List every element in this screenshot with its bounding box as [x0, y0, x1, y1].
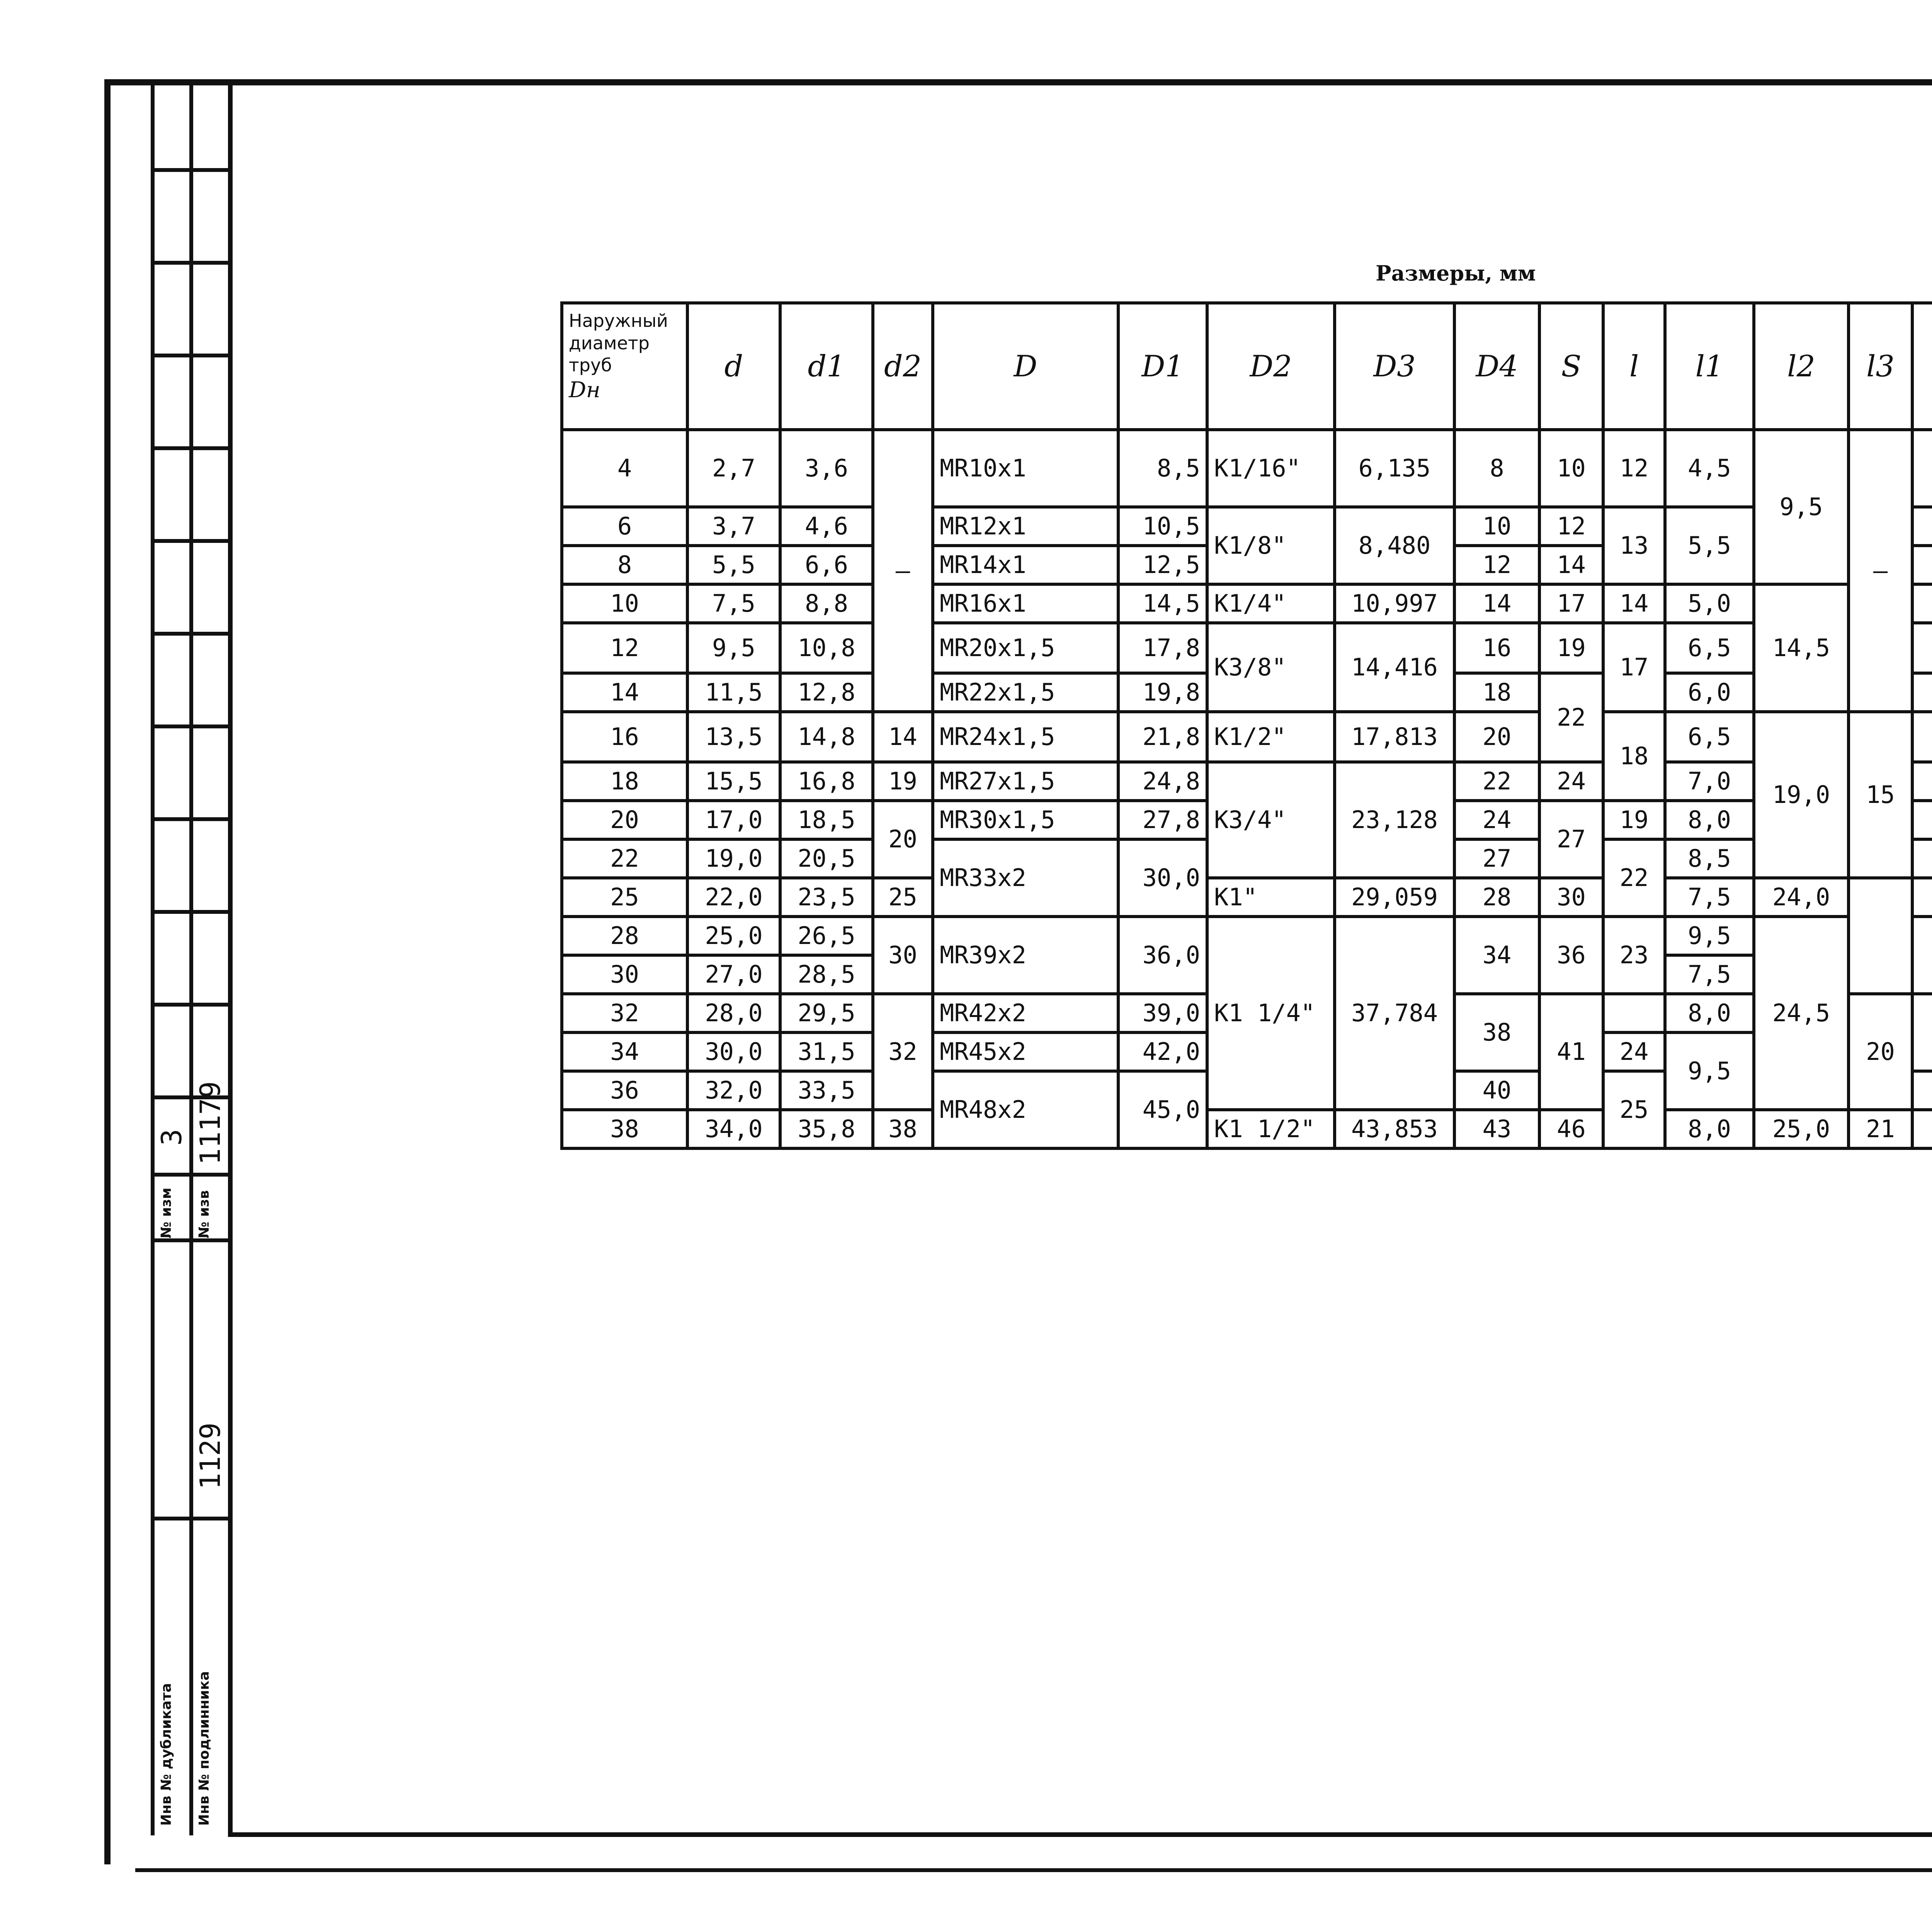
- page-bottom-rule: [135, 1868, 1932, 1872]
- notice-number: 11179: [194, 1081, 226, 1165]
- strip-divider: [151, 354, 232, 357]
- cell-L: [1912, 430, 1932, 507]
- cell-D: MR30x1,5: [933, 801, 1118, 839]
- cell-dn: 30: [562, 955, 687, 994]
- original-inventory-number: 1129: [194, 1422, 226, 1490]
- cell-dn: 34: [562, 1032, 687, 1071]
- cell-S: 22: [1539, 673, 1603, 762]
- cell-D4: 43: [1454, 1110, 1539, 1148]
- cell-dn: 36: [562, 1071, 687, 1110]
- cell-D4: 27: [1454, 839, 1539, 878]
- cell-l1: 7,5: [1665, 955, 1754, 994]
- cell-L: [1912, 1110, 1932, 1148]
- cell-d: 22,0: [687, 878, 780, 917]
- cell-l1: 6,5: [1665, 623, 1754, 673]
- cell-L: [1912, 546, 1932, 584]
- strip-divider: [151, 724, 232, 728]
- table-row: [562, 917, 1932, 955]
- frame-bottom-border: [228, 1832, 1932, 1837]
- revision-label: № изм: [158, 1187, 174, 1238]
- cell-L: [1912, 917, 1932, 994]
- cell-D1: 42,0: [1118, 1032, 1207, 1071]
- col-header-D: D: [933, 303, 1118, 430]
- cell-d: 19,0: [687, 839, 780, 878]
- cell-l3: –: [1849, 430, 1912, 712]
- cell-D3: 43,853: [1335, 1110, 1454, 1148]
- cell-D4: 22: [1454, 762, 1539, 801]
- cell-d1: 3,6: [780, 430, 873, 507]
- cell-dn: 25: [562, 878, 687, 917]
- cell-D4: 14: [1454, 584, 1539, 623]
- col-header-S: S: [1539, 303, 1603, 430]
- cell-l: 24: [1603, 1032, 1665, 1071]
- cell-l3: 20: [1849, 994, 1912, 1110]
- frame-left-border: [104, 79, 111, 1864]
- strip-divider: [151, 446, 232, 450]
- cell-L: [1912, 712, 1932, 762]
- cell-l2: 24,0: [1754, 878, 1849, 917]
- dimensions-table: [560, 301, 1932, 1150]
- cell-l2: 24,5: [1754, 917, 1849, 1110]
- cell-d1: 20,5: [780, 839, 873, 878]
- cell-d1: 18,5: [780, 801, 873, 839]
- units-caption: Размеры, мм: [1376, 261, 1536, 286]
- cell-dn: 6: [562, 507, 687, 546]
- cell-D4: 20: [1454, 712, 1539, 762]
- cell-d2: 19: [873, 762, 933, 801]
- strip-divider: [151, 1517, 232, 1520]
- cell-l1: 7,0: [1665, 762, 1754, 801]
- notice-label: № изв: [196, 1190, 212, 1238]
- cell-D1: 24,8: [1118, 762, 1207, 801]
- cell-S: 46: [1539, 1110, 1603, 1148]
- cell-D: MR24x1,5: [933, 712, 1118, 762]
- cell-D2: K1/8": [1207, 507, 1335, 584]
- cell-l2: 14,5: [1754, 584, 1849, 712]
- revision-stamp-strip: [151, 79, 232, 1835]
- cell-l1: 9,5: [1665, 917, 1754, 955]
- strip-divider: [151, 1173, 232, 1177]
- cell-l1: 8,0: [1665, 801, 1754, 839]
- cell-l1: 8,0: [1665, 994, 1754, 1032]
- cell-D4: 40: [1454, 1071, 1539, 1110]
- cell-D2: K1 1/2": [1207, 1110, 1335, 1148]
- cell-D1: 10,5: [1118, 507, 1207, 546]
- table-row: [562, 507, 1932, 546]
- cell-dn: 20: [562, 801, 687, 839]
- cell-l1: 8,5: [1665, 839, 1754, 878]
- cell-d1: 35,8: [780, 1110, 873, 1148]
- cell-D1: 30,0: [1118, 839, 1207, 917]
- cell-d: 2,7: [687, 430, 780, 507]
- cell-D: MR33x2: [933, 839, 1118, 917]
- table-row: [562, 1110, 1932, 1148]
- cell-d1: 8,8: [780, 584, 873, 623]
- cell-D3: 17,813: [1335, 712, 1454, 762]
- cell-d1: 14,8: [780, 712, 873, 762]
- cell-D2: K3/4": [1207, 762, 1335, 878]
- col-header-D4: D4: [1454, 303, 1539, 430]
- cell-D: MR39x2: [933, 917, 1118, 994]
- cell-d2: –: [873, 430, 933, 712]
- revision-number: 3: [155, 1129, 188, 1146]
- cell-l2: 19,0: [1754, 712, 1849, 878]
- col-header-l3: l3: [1849, 303, 1912, 430]
- cell-D1: 19,8: [1118, 673, 1207, 712]
- cell-d1: 29,5: [780, 994, 873, 1032]
- strip-divider: [151, 261, 232, 265]
- cell-d: 28,0: [687, 994, 780, 1032]
- cell-D4: 16: [1454, 623, 1539, 673]
- cell-L: [1912, 507, 1932, 546]
- cell-l1: 8,0: [1665, 1110, 1754, 1148]
- cell-dn: 22: [562, 839, 687, 878]
- col-header-l2: l2: [1754, 303, 1849, 430]
- cell-l1: 9,5: [1665, 1032, 1754, 1110]
- cell-D1: 27,8: [1118, 801, 1207, 839]
- cell-S: 14: [1539, 546, 1603, 584]
- cell-d: 27,0: [687, 955, 780, 994]
- cell-D: MR14x1: [933, 546, 1118, 584]
- cell-d2: 38: [873, 1110, 933, 1148]
- cell-d2: 30: [873, 917, 933, 994]
- cell-d: 11,5: [687, 673, 780, 712]
- cell-d1: 10,8: [780, 623, 873, 673]
- cell-l3: 15: [1849, 712, 1912, 878]
- cell-S: 24: [1539, 762, 1603, 801]
- cell-S: 10: [1539, 430, 1603, 507]
- cell-D: MR42x2: [933, 994, 1118, 1032]
- cell-l: 17: [1603, 623, 1665, 712]
- cell-D4: 18: [1454, 673, 1539, 712]
- cell-S: 19: [1539, 623, 1603, 673]
- cell-D3: 8,480: [1335, 507, 1454, 584]
- cell-l2: 9,5: [1754, 430, 1849, 584]
- cell-D1: 45,0: [1118, 1071, 1207, 1148]
- cell-d1: 6,6: [780, 546, 873, 584]
- cell-dn: 28: [562, 917, 687, 955]
- cell-l: 23: [1603, 917, 1665, 994]
- cell-S: 36: [1539, 917, 1603, 994]
- cell-D4: 38: [1454, 994, 1539, 1071]
- cell-dn: 14: [562, 673, 687, 712]
- cell-D3: 10,997: [1335, 584, 1454, 623]
- duplicate-inventory-label: Инв № дубликата: [158, 1683, 174, 1826]
- cell-D1: 8,5: [1118, 430, 1207, 507]
- cell-l1: 5,5: [1665, 507, 1754, 584]
- cell-D2: K1 1/4": [1207, 917, 1335, 1110]
- cell-D2: K1/4": [1207, 584, 1335, 623]
- cell-dn: 12: [562, 623, 687, 673]
- cell-L: [1912, 801, 1932, 839]
- cell-L: [1912, 878, 1932, 917]
- cell-d1: 16,8: [780, 762, 873, 801]
- original-inventory-label: Инв № подлинника: [196, 1671, 212, 1826]
- col-header-symbol: Dн: [569, 377, 600, 403]
- cell-d1: 28,5: [780, 955, 873, 994]
- cell-l: 19: [1603, 801, 1665, 839]
- cell-l2: 25,0: [1754, 1110, 1849, 1148]
- cell-D: MR20x1,5: [933, 623, 1118, 673]
- col-header-L: [1912, 303, 1932, 430]
- cell-D2: K1": [1207, 878, 1335, 917]
- col-header-outer-diameter: [562, 303, 687, 430]
- cell-S: 41: [1539, 994, 1603, 1110]
- cell-D4: 10: [1454, 507, 1539, 546]
- cell-l: 18: [1603, 712, 1665, 801]
- cell-D3: 6,135: [1335, 430, 1454, 507]
- cell-L: [1912, 994, 1932, 1071]
- strip-divider: [151, 910, 232, 914]
- cell-D2: K1/16": [1207, 430, 1335, 507]
- cell-L: [1912, 1071, 1932, 1110]
- frame-top-border: [104, 79, 1932, 85]
- cell-D: MR45x2: [933, 1032, 1118, 1071]
- cell-S: 30: [1539, 878, 1603, 917]
- col-header-text: Наружный диаметр труб: [569, 310, 668, 376]
- cell-D4: 8: [1454, 430, 1539, 507]
- cell-l1: 7,5: [1665, 878, 1754, 917]
- cell-d2: 20: [873, 801, 933, 878]
- cell-D3: 23,128: [1335, 762, 1454, 878]
- strip-rule: [189, 79, 193, 1835]
- cell-D1: 39,0: [1118, 994, 1207, 1032]
- cell-D: MR12x1: [933, 507, 1118, 546]
- table-row: [562, 878, 1932, 917]
- cell-d: 5,5: [687, 546, 780, 584]
- cell-dn: 4: [562, 430, 687, 507]
- cell-d: 30,0: [687, 1032, 780, 1071]
- cell-d2: 32: [873, 994, 933, 1110]
- cell-l: [1603, 994, 1665, 1032]
- cell-D: MR10x1: [933, 430, 1118, 507]
- cell-d: 15,5: [687, 762, 780, 801]
- col-header-D3: D3: [1335, 303, 1454, 430]
- col-header-D2: D2: [1207, 303, 1335, 430]
- table-header-row: [562, 303, 1932, 430]
- cell-D1: 21,8: [1118, 712, 1207, 762]
- cell-d: 17,0: [687, 801, 780, 839]
- cell-D4: 12: [1454, 546, 1539, 584]
- cell-L: [1912, 584, 1932, 623]
- col-header-l1: l1: [1665, 303, 1754, 430]
- cell-D1: 17,8: [1118, 623, 1207, 673]
- cell-l: 12: [1603, 430, 1665, 507]
- cell-d2: 14: [873, 712, 933, 762]
- cell-D4: 34: [1454, 917, 1539, 994]
- cell-D1: 14,5: [1118, 584, 1207, 623]
- col-header-d: d: [687, 303, 780, 430]
- cell-dn: 18: [562, 762, 687, 801]
- cell-d: 9,5: [687, 623, 780, 673]
- cell-D: MR48x2: [933, 1071, 1118, 1148]
- col-header-d2: d2: [873, 303, 933, 430]
- cell-D: MR22x1,5: [933, 673, 1118, 712]
- cell-l: 14: [1603, 584, 1665, 623]
- cell-l3: 21: [1849, 1110, 1912, 1148]
- cell-S: 17: [1539, 584, 1603, 623]
- cell-D2: K1/2": [1207, 712, 1335, 762]
- cell-d1: 26,5: [780, 917, 873, 955]
- cell-d: 25,0: [687, 917, 780, 955]
- cell-d: 32,0: [687, 1071, 780, 1110]
- cell-l1: 6,0: [1665, 673, 1754, 712]
- cell-L: [1912, 673, 1932, 712]
- cell-dn: 16: [562, 712, 687, 762]
- cell-l1: 4,5: [1665, 430, 1754, 507]
- cell-S: 27: [1539, 801, 1603, 878]
- cell-l1: 6,5: [1665, 712, 1754, 762]
- col-header-D1: D1: [1118, 303, 1207, 430]
- table-row: [562, 623, 1932, 673]
- cell-l1: 5,0: [1665, 584, 1754, 623]
- cell-d: 34,0: [687, 1110, 780, 1148]
- strip-divider: [151, 817, 232, 821]
- cell-D3: 14,416: [1335, 623, 1454, 712]
- cell-D4: 24: [1454, 801, 1539, 839]
- cell-L: [1912, 839, 1932, 878]
- cell-d1: 31,5: [780, 1032, 873, 1071]
- cell-l: 22: [1603, 839, 1665, 917]
- col-header-d1: d1: [780, 303, 873, 430]
- strip-divider: [151, 1238, 232, 1242]
- cell-D3: 37,784: [1335, 917, 1454, 1110]
- cell-l: 25: [1603, 1071, 1665, 1148]
- strip-divider: [151, 632, 232, 636]
- cell-S: 12: [1539, 507, 1603, 546]
- strip-divider: [151, 1003, 232, 1007]
- cell-d: 7,5: [687, 584, 780, 623]
- table-row: [562, 762, 1932, 801]
- strip-divider: [151, 168, 232, 172]
- table-row: [562, 430, 1932, 507]
- cell-D1: 12,5: [1118, 546, 1207, 584]
- cell-l3: [1849, 878, 1912, 994]
- cell-dn: 38: [562, 1110, 687, 1148]
- cell-dn: 8: [562, 546, 687, 584]
- cell-d1: 12,8: [780, 673, 873, 712]
- col-header-l: l: [1603, 303, 1665, 430]
- cell-L: [1912, 762, 1932, 801]
- cell-D: MR27x1,5: [933, 762, 1118, 801]
- cell-l: 13: [1603, 507, 1665, 584]
- table-row: [562, 584, 1932, 623]
- cell-D2: K3/8": [1207, 623, 1335, 712]
- cell-d1: 4,6: [780, 507, 873, 546]
- cell-D1: 36,0: [1118, 917, 1207, 994]
- cell-D4: 28: [1454, 878, 1539, 917]
- cell-d2: 25: [873, 878, 933, 917]
- strip-divider: [151, 539, 232, 543]
- cell-d1: 33,5: [780, 1071, 873, 1110]
- cell-L: [1912, 623, 1932, 673]
- cell-d1: 23,5: [780, 878, 873, 917]
- cell-dn: 32: [562, 994, 687, 1032]
- strip-rule: [151, 79, 155, 1835]
- table-row: [562, 712, 1932, 762]
- cell-D3: 29,059: [1335, 878, 1454, 917]
- cell-dn: 10: [562, 584, 687, 623]
- cell-d: 13,5: [687, 712, 780, 762]
- cell-d: 3,7: [687, 507, 780, 546]
- cell-D: MR16x1: [933, 584, 1118, 623]
